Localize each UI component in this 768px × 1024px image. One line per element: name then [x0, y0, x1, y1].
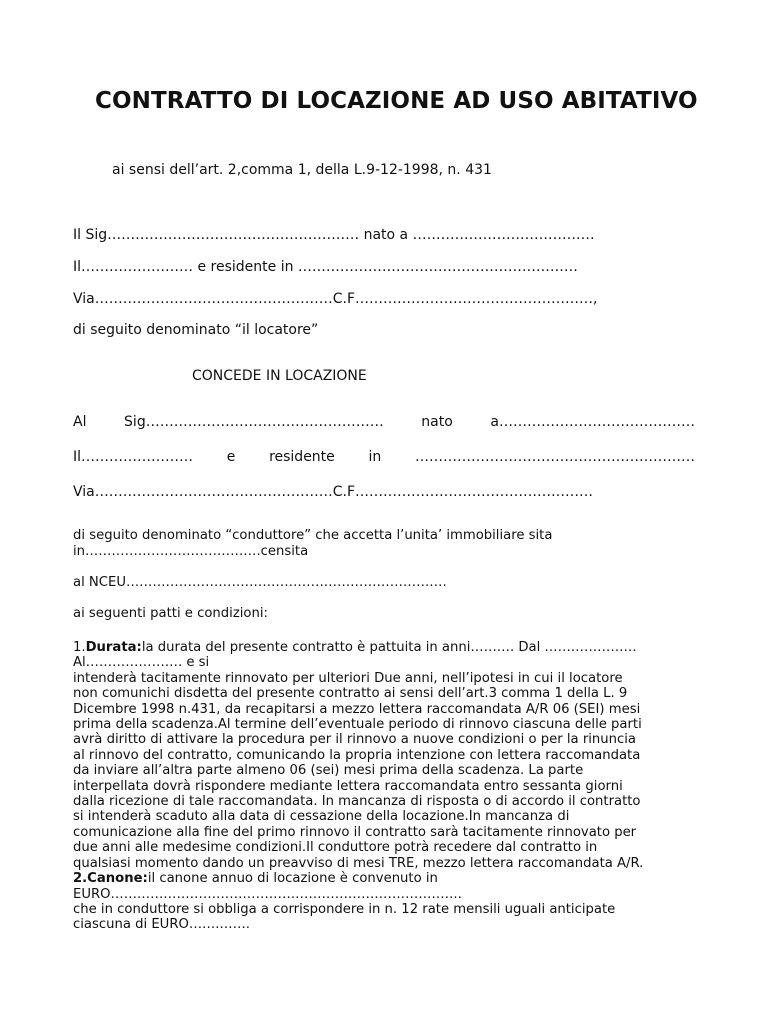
canone-text: EURO……………………………………………………………………..: [73, 886, 462, 902]
canone-text: ciascuna di EURO…….…….: [73, 917, 250, 933]
durata-text: intenderà tacitamente rinnovato per ulteriori Due anni, nell’ipotesi in cui il locatore: [73, 670, 623, 686]
conduttore-line-address: Via……………………………………………C.F……………………………………………: [73, 484, 594, 500]
durata-text: dalla ricezione di tale raccomandata. In mancanza di risposta o di accordo il contratto: [73, 794, 641, 810]
conditions-intro: ai seguenti patti e condizioni:: [73, 606, 268, 621]
conduttore-name-part: nato: [421, 414, 453, 430]
durata-text: interpellata dovrà rispondere mediante lettera raccomandata entro sessanta giorni: [73, 778, 623, 794]
conduttore-name-part: Sig……………………………………………: [124, 414, 384, 430]
durata-line: [73, 640, 701, 655]
locatore-line-residence: Il…………………… e residente in ……………………………………………………: [73, 259, 578, 275]
conduttore-line-name: [73, 414, 695, 430]
canone-text: che in conduttore si obbliga a corrispondere in n. 12 rate mensili uguali anticipate: [73, 901, 616, 917]
durata-text: comunicazione alla fine del primo rinnovo il contratto sarà tacitamente rinnovato per: [73, 824, 637, 840]
nceu-line: al NCEU……………………………………………………………….: [73, 575, 447, 590]
conduttore-residence-part: residente: [269, 449, 335, 465]
document-title: CONTRATTO DI LOCAZIONE AD USO ABITATIVO: [95, 88, 698, 114]
canone-text: il canone annuo di locazione è convenuto in: [147, 871, 438, 887]
conduttore-line-residence: [73, 449, 695, 465]
durata-text: due anni alle medesime condizioni.Il conduttore potrà recedere dal contratto in: [73, 840, 598, 856]
conduttore-property-line: in………………………………….censita: [73, 544, 309, 559]
clauses-text: [73, 640, 701, 933]
section-heading: CONCEDE IN LOCAZIONE: [192, 368, 367, 384]
durata-text: Al…………………. e si: [73, 655, 210, 671]
canone-line: [73, 871, 701, 886]
conduttore-residence-part: Il……………………: [73, 449, 194, 465]
durata-text: da inviare all’altra parte almeno 06 (sei) mesi prima della scadenza. La parte: [73, 763, 584, 779]
durata-text: prima della scadenza.Al termine dell’eventuale periodo di rinnovo ciascuna delle parti: [73, 717, 642, 733]
durata-text: avrà diritto di attivare la procedura per il rinnovo a nuove condizioni o per la rinuncia: [73, 732, 636, 748]
conduttore-residence-part: e: [226, 449, 236, 465]
conduttore-residence-part: ……………………………………………………: [414, 449, 695, 465]
locatore-line-address: Via……………………………………………C.F……………………………………………,: [73, 291, 598, 307]
conduttore-name-part: Al: [73, 414, 87, 430]
durata-text: al rinnovo del contratto, comunicando la propria intenzione con lettera raccomandata: [73, 747, 641, 763]
durata-text: si intenderà scaduto alla data di cessazione della locazione.In mancanza di: [73, 809, 570, 825]
locatore-line-name: Il Sig……………………………………………… nato a …………………………………: [73, 227, 595, 243]
durata-number: 1.: [73, 640, 86, 655]
conduttore-name-part: a……………………………………: [490, 414, 695, 430]
conduttore-designation-line: di seguito denominato “conduttore” che accetta l’unita’ immobiliare sita: [73, 528, 553, 543]
conduttore-residence-part: in: [368, 449, 382, 465]
locatore-line-designation: di seguito denominato “il locatore”: [73, 322, 319, 338]
durata-text: non comunichi disdetta del presente contratto ai sensi dell’art.3 comma 1 della L. 9: [73, 686, 628, 702]
durata-text: qualsiasi momento dando un preavviso di mesi TRE, mezzo lettera raccomandata A/R.: [73, 855, 644, 871]
canone-label: 2.Canone:: [73, 871, 148, 887]
document-subtitle: ai sensi dell’art. 2,comma 1, della L.9-12-1998, n. 431: [112, 162, 492, 178]
durata-label: Durata:: [85, 640, 142, 655]
durata-text: Dicembre 1998 n.431, da recapitarsi a mezzo lettera raccomandata A/R 06 (SEI) mesi: [73, 701, 641, 717]
durata-text: la durata del presente contratto è pattuita in anni………. Dal …………………: [141, 640, 637, 655]
